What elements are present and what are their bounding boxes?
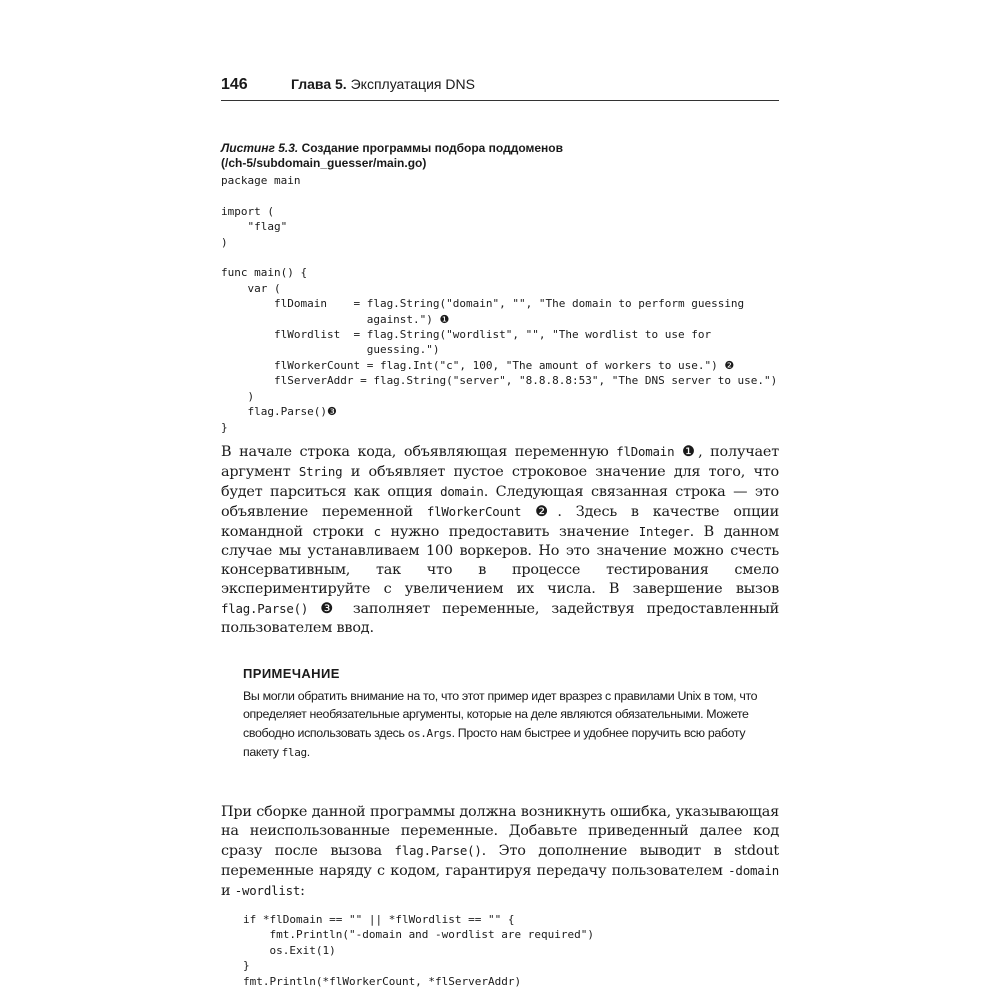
text-run: . Просто нам быстрее и удобнее поручить всю работу пакету [243, 725, 746, 760]
book-page [221, 76, 779, 989]
text-run: . [306, 745, 310, 760]
inline-code: flag.Parse() [221, 600, 309, 616]
text-run: . Это дополнение выводит в stdout переменные наряду с кодом, гарантируя передачу пользователем [221, 842, 779, 879]
inline-code: flag.Parse() [394, 842, 482, 858]
page-number: 146 [221, 76, 248, 93]
note-box [243, 666, 779, 763]
body-paragraph-1 [221, 442, 779, 638]
listing-code-block: package main import ( "flag" ) func main() { var ( flDomain = flag.String("domain", "", "The domain to perform guessing against.") ❶ flWordlist = flag.String("wordlist", "", "The wordlist to use for guessing.") flWorkerCount = flag.Int("c", 100, "The amount of workers to use.") ❷ flServerAddr = flag.String("server", "8.8.8.8:53", "The DNS server to use.") ) flag.Parse()❸ } [221, 174, 778, 434]
code-snippet: if *flDomain == "" || *flWordlist == "" { fmt.Println("-domain and -wordlist are required") os.Exit(1) } fmt.Println(*flWorkerCount, *flServerAddr) [243, 912, 594, 988]
text-run: ❶, получает аргумент [221, 443, 779, 480]
text-run: В начале строка кода, объявляющая переменную [221, 443, 617, 460]
text-run: ❸ заполняет переменные, задействуя предоставленный пользователем ввод. [221, 600, 779, 636]
inline-code: os.Args [407, 726, 452, 740]
chapter-label: Глава 5. [291, 76, 347, 92]
running-header [221, 76, 779, 101]
text-run: При сборке данной программы должна возникнуть ошибка, указывающая на неиспользованные переменные. Добавьте приведенный далее код сразу после вызова [221, 803, 779, 859]
inline-code: -wordlist [234, 882, 301, 898]
text-run: : [300, 882, 305, 899]
note-body [243, 687, 779, 763]
text-run: нужно предоставить значение [380, 523, 639, 540]
chapter-title [291, 76, 475, 92]
body-paragraph-2 [221, 803, 779, 901]
inline-code: String [298, 463, 343, 479]
text-run: . Следующая связанная строка — это объявление переменной [221, 483, 779, 520]
listing-caption [221, 141, 779, 171]
inline-code: Integer [638, 523, 690, 539]
inline-code: flWorkerCount [426, 503, 522, 519]
text-run: и [221, 882, 235, 899]
text-run: и объявляет пустое строковое значение для того, что будет парситься как опция [221, 463, 779, 500]
inline-code: -domain [728, 862, 779, 878]
listing-label: Листинг 5.3. [221, 141, 299, 155]
text-run: . В данном случае мы устанавливаем 100 воркеров. Но это значение можно счесть консервативным, так что в процессе тестирования смело экспериментируйте с увеличением их числа. В завершение вызов [221, 523, 780, 597]
inline-code: domain [440, 483, 484, 499]
listing-path: (/ch-5/subdomain_guesser/main.go) [221, 156, 427, 170]
chapter-name: Эксплуатация DNS [350, 76, 475, 92]
listing-title: Создание программы подбора поддоменов [301, 141, 564, 155]
inline-code: flag [281, 746, 307, 760]
inline-code: flDomain [616, 443, 675, 459]
text-run: ❷. Здесь в качестве опции командной строки [221, 503, 779, 540]
text-run: Вы могли обратить внимание на то, что этот пример идет вразрез с правилами Unix в том, что определяет необязательные аргументы, которые на деле являются обязательными. Можете свободно использовать здесь [243, 688, 758, 740]
inline-code: c [373, 523, 381, 539]
note-title: ПРИМЕЧАНИЕ [243, 665, 340, 681]
